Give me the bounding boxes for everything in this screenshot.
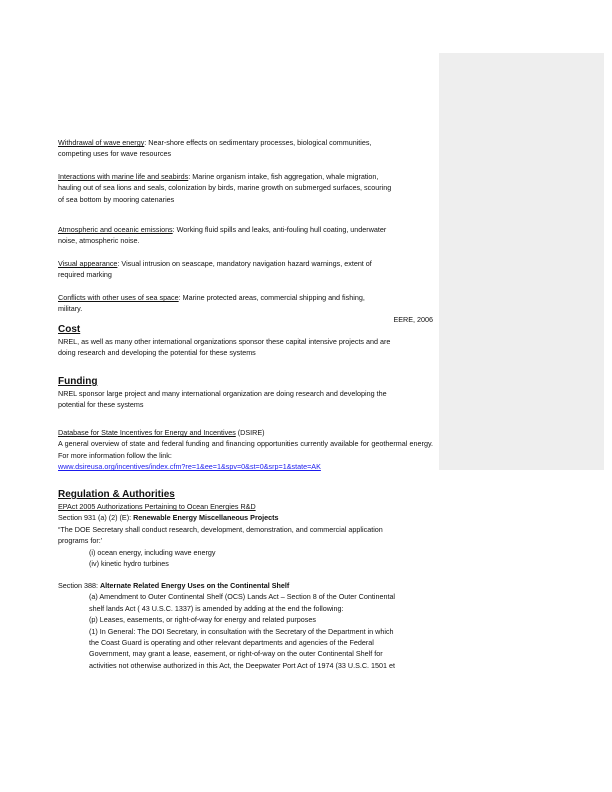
section-388-text: the Coast Guard is operating and other relevant departments and agencies of the Federal <box>89 638 374 648</box>
dsire-link[interactable]: www.dsireusa.org/incentives/index.cfm?re=1&ee=1&spv=0&st=0&srp=1&state=AK <box>58 462 321 472</box>
cost-heading: Cost <box>58 324 81 335</box>
dsire-label: Database for State Incentives for Energy and Incentives <box>58 428 236 437</box>
impact-visual <box>58 258 433 281</box>
cost-text: doing research and developing the potential for these systems <box>58 348 256 358</box>
funding-text: potential for these systems <box>58 400 144 410</box>
impact-text: : Marine organism intake, fish aggregation, whale migration, <box>188 172 379 181</box>
impact-text: military. <box>58 304 83 314</box>
regulation-subtitle: EPAct 2005 Authorizations Pertaining to Ocean Energies R&D <box>58 502 256 511</box>
quote-text: “The DOE Secretary shall conduct research, development, demonstration, and commercial application <box>58 524 383 534</box>
impact-text: of sea bottom by mooring catenaries <box>58 194 175 204</box>
impact-label: Interactions with marine life and seabirds <box>58 172 189 181</box>
section-388-text: shelf lands Act ( 43 U.S.C. 1337) is amended by adding at the end the following: <box>89 603 344 613</box>
section-388-title: Alternate Related Energy Uses on the Continental Shelf <box>99 581 290 590</box>
impact-text: required marking <box>58 270 112 280</box>
impact-text: noise, atmospheric noise. <box>58 236 140 246</box>
funding-heading: Funding <box>58 376 98 387</box>
regulation-heading: Regulation & Authorities <box>58 489 175 500</box>
citation: EERE, 2006 <box>393 315 433 324</box>
section-388 <box>58 580 433 671</box>
funding-text: NREL sponsor large project and many international organization are doing research and developing the <box>58 389 387 398</box>
impact-label: Atmospheric and oceanic emissions <box>58 225 173 234</box>
quote-text: programs for:’ <box>58 536 103 546</box>
impact-text: : Working fluid spills and leaks, anti-fouling hull coating, underwater <box>172 225 387 234</box>
section-388-prefix: Section 388: <box>58 581 100 590</box>
section-388-text: activities not otherwise authorized in this Act, the Deepwater Port Act of 1974 (33 U.S.C. 1501 et <box>89 660 396 670</box>
list-item: (iv) kinetic hydro turbines <box>89 559 169 569</box>
cost-text: NREL, as well as many other international organizations sponsor these capital intensive projects and are <box>58 337 391 346</box>
section-388-text: (p) Leases, easements, or right-of-way for energy and related purposes <box>89 615 316 625</box>
dsire-text: A general overview of state and federal funding and financing opportunities currently available for geothermal energy. For more information follow the link: <box>58 439 433 460</box>
funding-section <box>58 376 433 411</box>
impact-marine-life <box>58 171 433 205</box>
dsire-abbr: (DSIRE) <box>235 428 265 437</box>
comment-margin-panel <box>439 53 604 470</box>
section-388-text: (1) In General: The DOI Secretary, in consultation with the Secretary of the Department in which <box>89 626 394 636</box>
section-388-text: (a) Amendment to Outer Continental Shelf (OCS) Lands Act – Section 8 of the Outer Continental <box>89 592 396 602</box>
impact-label: Withdrawal of wave energy <box>58 138 145 147</box>
impact-text: : Visual intrusion on seascape, mandatory navigation hazard warnings, extent of <box>117 259 372 268</box>
impact-text: competing uses for wave resources <box>58 149 172 159</box>
impact-emissions <box>58 224 433 247</box>
section-931-title: Renewable Energy Miscellaneous Projects <box>133 513 279 523</box>
list-item: (i) ocean energy, including wave energy <box>89 547 216 557</box>
regulation-section <box>58 489 433 569</box>
impact-text: hauling out of sea lions and seals, colonization by birds, marine growth on submerged surfaces, scouring <box>58 183 392 193</box>
impact-withdrawal <box>58 137 433 160</box>
impact-label: Conflicts with other uses of sea space <box>58 293 179 302</box>
impact-conflicts <box>58 292 433 315</box>
impact-text: : Marine protected areas, commercial shipping and fishing, <box>178 293 365 302</box>
section-388-text: Government, may grant a lease, easement, or right-of-way on the outer Continental Shelf for <box>89 649 383 659</box>
impact-text: : Near-shore effects on sedimentary processes, biological communities, <box>144 138 372 147</box>
dsire-section <box>58 427 433 473</box>
impact-label: Visual appearance <box>58 259 118 268</box>
section-931-prefix: Section 931 (a) (2) (E): <box>58 513 134 523</box>
cost-section <box>58 324 433 359</box>
